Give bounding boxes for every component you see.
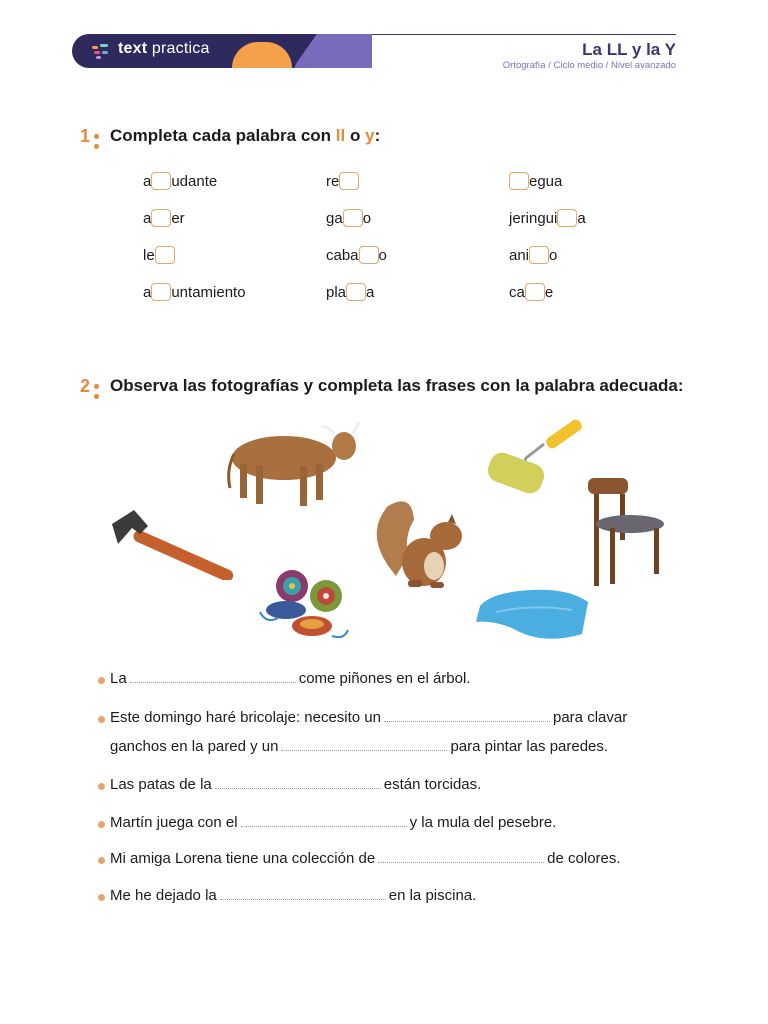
word-item xyxy=(326,172,359,190)
word-item xyxy=(509,283,553,301)
page-title: La LL y la Y xyxy=(582,40,676,59)
sentence-item xyxy=(110,670,470,687)
sentence-text-end: come piñones en el árbol. xyxy=(298,670,471,687)
yo-yos-image xyxy=(256,566,356,646)
answer-box[interactable] xyxy=(151,209,171,227)
word-prefix: a xyxy=(143,209,152,227)
answer-box[interactable] xyxy=(529,246,549,264)
decorative-purple-shape xyxy=(279,34,372,68)
sentence-text-end: para pintar las paredes. xyxy=(450,738,609,755)
answer-blank[interactable] xyxy=(241,814,407,827)
sentence-text-end: y la mula del pesebre. xyxy=(409,814,557,831)
sentence-text-end: de colores. xyxy=(547,850,621,867)
brand-bar xyxy=(72,34,372,68)
word-prefix: ca xyxy=(509,283,525,301)
sentence-item xyxy=(110,709,627,726)
exercise-1-title: Completa cada palabra con ll o y: xyxy=(110,126,381,145)
word-prefix: a xyxy=(143,283,152,301)
sentence-item xyxy=(110,738,608,755)
sentence-text-start: Este domingo haré bricolaje: necesito un xyxy=(110,709,381,726)
answer-blank[interactable] xyxy=(220,887,386,900)
sentence-text-start: ganchos en la pared y un xyxy=(110,738,279,755)
answer-box[interactable] xyxy=(346,283,366,301)
answer-blank[interactable] xyxy=(215,776,381,789)
word-suffix: a xyxy=(577,209,586,227)
answer-box[interactable] xyxy=(155,246,175,264)
page-subtitle: Ortografía / Ciclo medio / Nivel avanzado xyxy=(502,60,676,71)
sentence-text-end: en la piscina. xyxy=(388,887,477,904)
logo-text: text practica xyxy=(118,40,210,57)
word-prefix: ani xyxy=(509,246,530,264)
sentence-item xyxy=(110,850,621,867)
word-prefix: caba xyxy=(326,246,359,264)
word-suffix: o xyxy=(378,246,387,264)
sentence-text-start: Mi amiga Lorena tiene una colección de xyxy=(110,850,376,867)
bullet-icon xyxy=(98,821,105,828)
exercise-2-number: 2 xyxy=(80,376,90,397)
word-item xyxy=(509,209,586,227)
word-item xyxy=(326,246,387,264)
sentence-item xyxy=(110,814,556,831)
word-prefix: le xyxy=(143,246,155,264)
cow-image xyxy=(222,420,362,515)
word-item xyxy=(509,172,562,190)
word-suffix: o xyxy=(362,209,372,227)
word-suffix: untamiento xyxy=(171,283,246,301)
word-suffix: o xyxy=(549,246,558,264)
word-suffix: er xyxy=(171,209,185,227)
word-prefix: ga xyxy=(326,209,343,227)
bullet-icon xyxy=(98,857,105,864)
answer-blank[interactable] xyxy=(281,738,447,751)
bullet-icon xyxy=(98,783,105,790)
answer-box[interactable] xyxy=(343,209,363,227)
exercise-1-number: 1 xyxy=(80,126,90,147)
word-item xyxy=(509,246,557,264)
sentence-item xyxy=(110,887,476,904)
chair-image xyxy=(584,476,668,590)
header-divider xyxy=(372,34,676,35)
word-item xyxy=(143,246,175,264)
sentence-text-end: están torcidas. xyxy=(383,776,482,793)
word-item xyxy=(143,283,246,301)
answer-box[interactable] xyxy=(151,172,171,190)
paint-roller-image xyxy=(482,418,594,508)
word-suffix: a xyxy=(366,283,375,301)
word-item xyxy=(326,283,374,301)
sentence-text-start: Martín juega con el xyxy=(110,814,238,831)
word-prefix: a xyxy=(143,172,152,190)
hammer-image xyxy=(110,504,244,580)
word-item xyxy=(143,172,217,190)
answer-blank[interactable] xyxy=(384,709,550,722)
textpractica-logo-icon xyxy=(92,44,112,60)
sentence-text-start: La xyxy=(110,670,127,687)
sentence-text-end: para clavar xyxy=(553,709,628,726)
answer-blank[interactable] xyxy=(130,670,296,683)
word-prefix: pla xyxy=(326,283,347,301)
bullet-icon xyxy=(98,716,105,723)
answer-box[interactable] xyxy=(509,172,529,190)
squirrel-image xyxy=(368,496,478,592)
word-suffix: egua xyxy=(529,172,563,190)
word-prefix: jeringui xyxy=(509,209,558,227)
answer-box[interactable] xyxy=(557,209,577,227)
sentence-text-start: Las patas de la xyxy=(110,776,212,793)
word-suffix: e xyxy=(544,283,554,301)
bullet-icon xyxy=(98,677,105,684)
word-suffix: udante xyxy=(171,172,218,190)
answer-box[interactable] xyxy=(151,283,171,301)
word-item xyxy=(326,209,371,227)
answer-box[interactable] xyxy=(359,246,379,264)
bullet-icon xyxy=(98,894,105,901)
exercise-2-title: Observa las fotografías y completa las frases con la palabra adecuada: xyxy=(110,376,684,395)
decorative-orange-shape xyxy=(232,42,292,68)
answer-box[interactable] xyxy=(525,283,545,301)
word-item xyxy=(143,209,185,227)
answer-blank[interactable] xyxy=(378,850,544,863)
sentence-text-start: Me he dejado la xyxy=(110,887,217,904)
word-prefix: re xyxy=(326,172,340,190)
sentence-item xyxy=(110,776,481,793)
towel-image xyxy=(472,584,592,644)
answer-box[interactable] xyxy=(339,172,359,190)
